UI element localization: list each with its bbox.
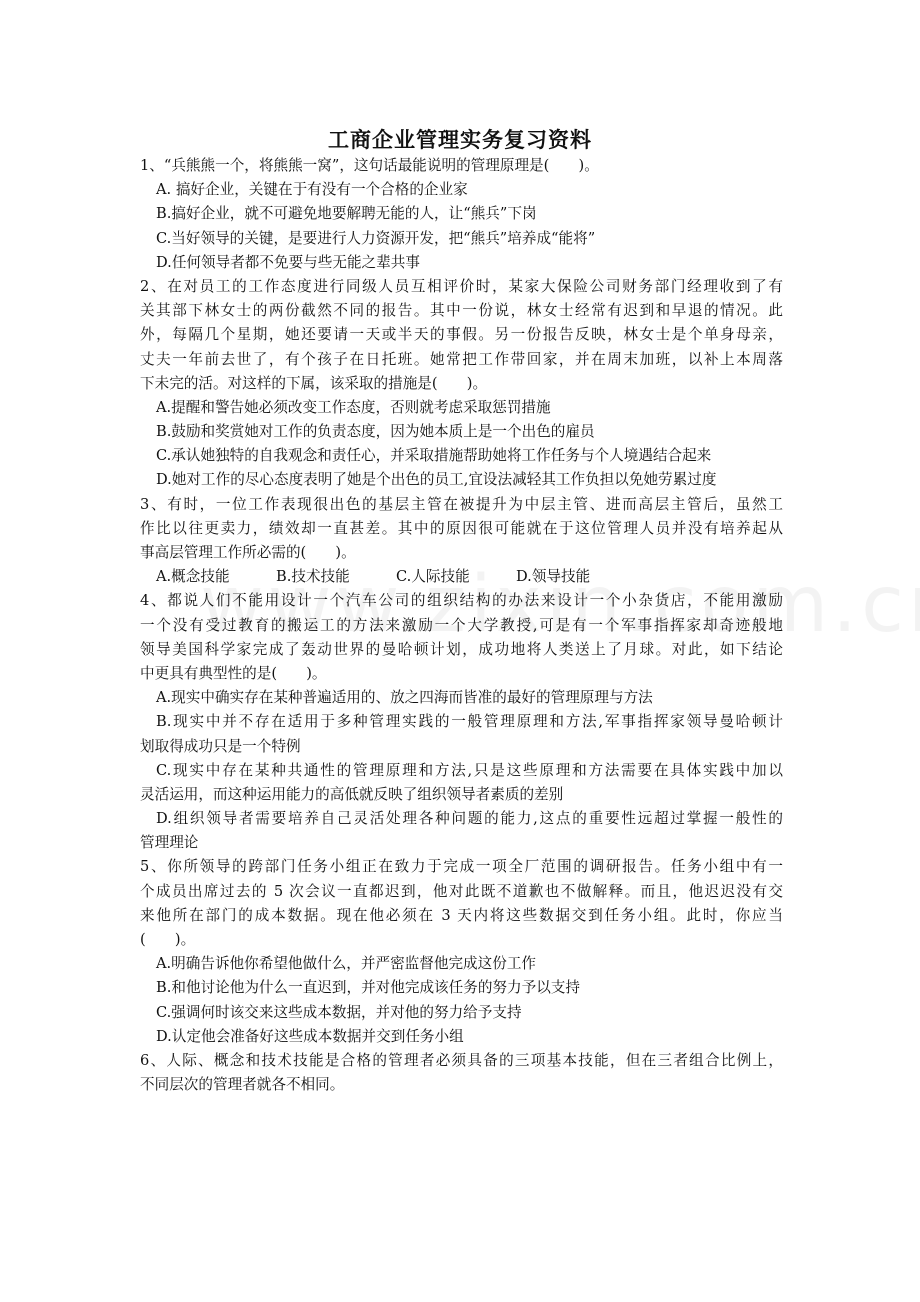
question-stem-line: ( )。 — [140, 931, 196, 948]
question-stem-line: 来他所在部门的成本数据。现在他必须在 3 天内将这些数据交到任务小组。此时，你应当 — [140, 906, 783, 924]
question-stem-line: 丈夫一年前去世了，有个孩子在日托班。她常把工作带回家，并在周末加班，以补上本周落 — [140, 350, 783, 368]
option-d-line: D.认定他会准备好这些成本数据并交到任务小组 — [156, 1027, 464, 1045]
question-stem-line: 中更具有典型性的是( )。 — [140, 664, 327, 682]
option-d-line: D.她对工作的尽心态度表明了她是个出色的员工,宜设法减轻其工作负担以免她劳累过度 — [156, 471, 717, 489]
option-b-line: B.鼓励和奖赏她对工作的负责态度，因为她本质上是一个出色的雇员 — [156, 423, 595, 441]
option-c-line: C.承认她独特的自我观念和责任心，并采取措施帮助她将工作任务与个人境遇结合起来 — [156, 447, 712, 465]
question-stem-line: 一个没有受过教育的搬运工的方法来激励一个大学教授,可是有一个军事指挥家却奇迹般地 — [140, 616, 783, 634]
option-a-line: A.提醒和警告她必须改变工作态度，否则就考虑采取惩罚措施 — [156, 398, 551, 416]
question-stem-line: 领导美国科学家完成了轰动世界的曼哈顿计划，成功地将人类送上了月球。对此，如下结论 — [140, 640, 783, 658]
option-a: A.概念技能 — [156, 568, 230, 586]
question-stem-line: 3、有时，一位工作表现很出色的基层主管在被提升为中层主管、进而高层主管后，虽然工 — [140, 495, 783, 513]
option-b-line: B.现实中并不存在适用于多种管理实践的一般管理原理和方法,军事指挥家领导曼哈顿计 — [156, 713, 783, 731]
question-stem-line: 6、人际、概念和技术技能是合格的管理者必须具备的三项基本技能，但在三者组合比例上， — [140, 1051, 783, 1069]
option-b-line: B.搞好企业，就不可避免地要解聘无能的人，让“熊兵”下岗 — [156, 205, 537, 223]
question-stem-line: 4、都说人们不能用设计一个汽车公司的组织结构的办法来设计一个小杂货店，不能用激励 — [140, 592, 783, 610]
option-b: B.技术技能 — [276, 568, 350, 586]
option-d: D.领导技能 — [516, 568, 591, 586]
document-title: 工商企业管理实务复习资料 — [328, 127, 592, 152]
question-stem-line: 1、“兵熊熊一个，将熊熊一窝”，这句话最能说明的管理原理是( )。 — [140, 157, 599, 174]
option-a-line: A.现实中确实存在某种普遍适用的、放之四海而皆准的最好的管理原理与方法 — [156, 689, 653, 707]
option-b-line: 划取得成功只是一个特例 — [140, 737, 301, 755]
question-stem-line: 5、你所领导的跨部门任务小组正在致力于完成一项全厂范围的调研报告。任务小组中有一 — [140, 858, 783, 876]
question-stem-line: 外，每隔几个星期，她还要请一天或半天的事假。另一份报告反映，林女士是个单身母亲， — [140, 326, 783, 344]
question-stem-line: 关其部下林女士的两份截然不同的报告。其中一份说，林女士经常有迟到和早退的情况。此 — [140, 302, 783, 320]
option-a-line: A. 搞好企业，关键在于有没有一个合格的企业家 — [156, 181, 468, 199]
option-c: C.人际技能 — [396, 568, 470, 586]
option-a-line: A.明确告诉他你希望他做什么，并严密监督他完成这份工作 — [156, 955, 537, 973]
option-d-line: 管理理论 — [140, 834, 199, 852]
option-c-line: 灵活运用，而这种运用能力的高低就反映了组织领导者素质的差别 — [140, 785, 564, 803]
option-b-line: B.和他讨论他为什么一直迟到，并对他完成该任务的努力予以支持 — [156, 979, 580, 997]
question-stem-line: 下未完的活。对这样的下属，该采取的措施是( )。 — [140, 374, 488, 392]
question-stem-line: 不同层次的管理者就各不相同。 — [140, 1076, 345, 1094]
question-stem-line: 2、在对员工的工作态度进行同级人员互相评价时，某家大保险公司财务部门经理收到了有 — [140, 277, 783, 295]
option-c-line: C.现实中存在某种共通性的管理原理和方法,只是这些原理和方法需要在具体实践中加以 — [156, 761, 783, 779]
option-d-line: D.任何领导者都不免要与些无能之辈共事 — [156, 253, 420, 271]
option-d-line: D.组织领导者需要培养自己灵活处理各种问题的能力,这点的重要性远超过掌握一般性的 — [156, 810, 783, 828]
question-stem-line: 作比以往更卖力，绩效却一直甚差。其中的原因很可能就在于这位管理人员并没有培养起从 — [140, 519, 783, 537]
question-stem-line: 事高层管理工作所必需的( )。 — [140, 544, 356, 561]
document-body — [140, 154, 783, 1097]
option-c-line: C.强调何时该交来这些成本数据，并对他的努力给予支持 — [156, 1003, 522, 1021]
inline-options — [140, 565, 783, 589]
question-stem-line: 个成员出席过去的 5 次会议一直都迟到，他对此既不道歉也不做解释。而且，他迟迟没有交 — [140, 882, 783, 900]
option-c-line: C.当好领导的关键，是要进行人力资源开发，把“熊兵”培养成“能将” — [156, 229, 596, 247]
